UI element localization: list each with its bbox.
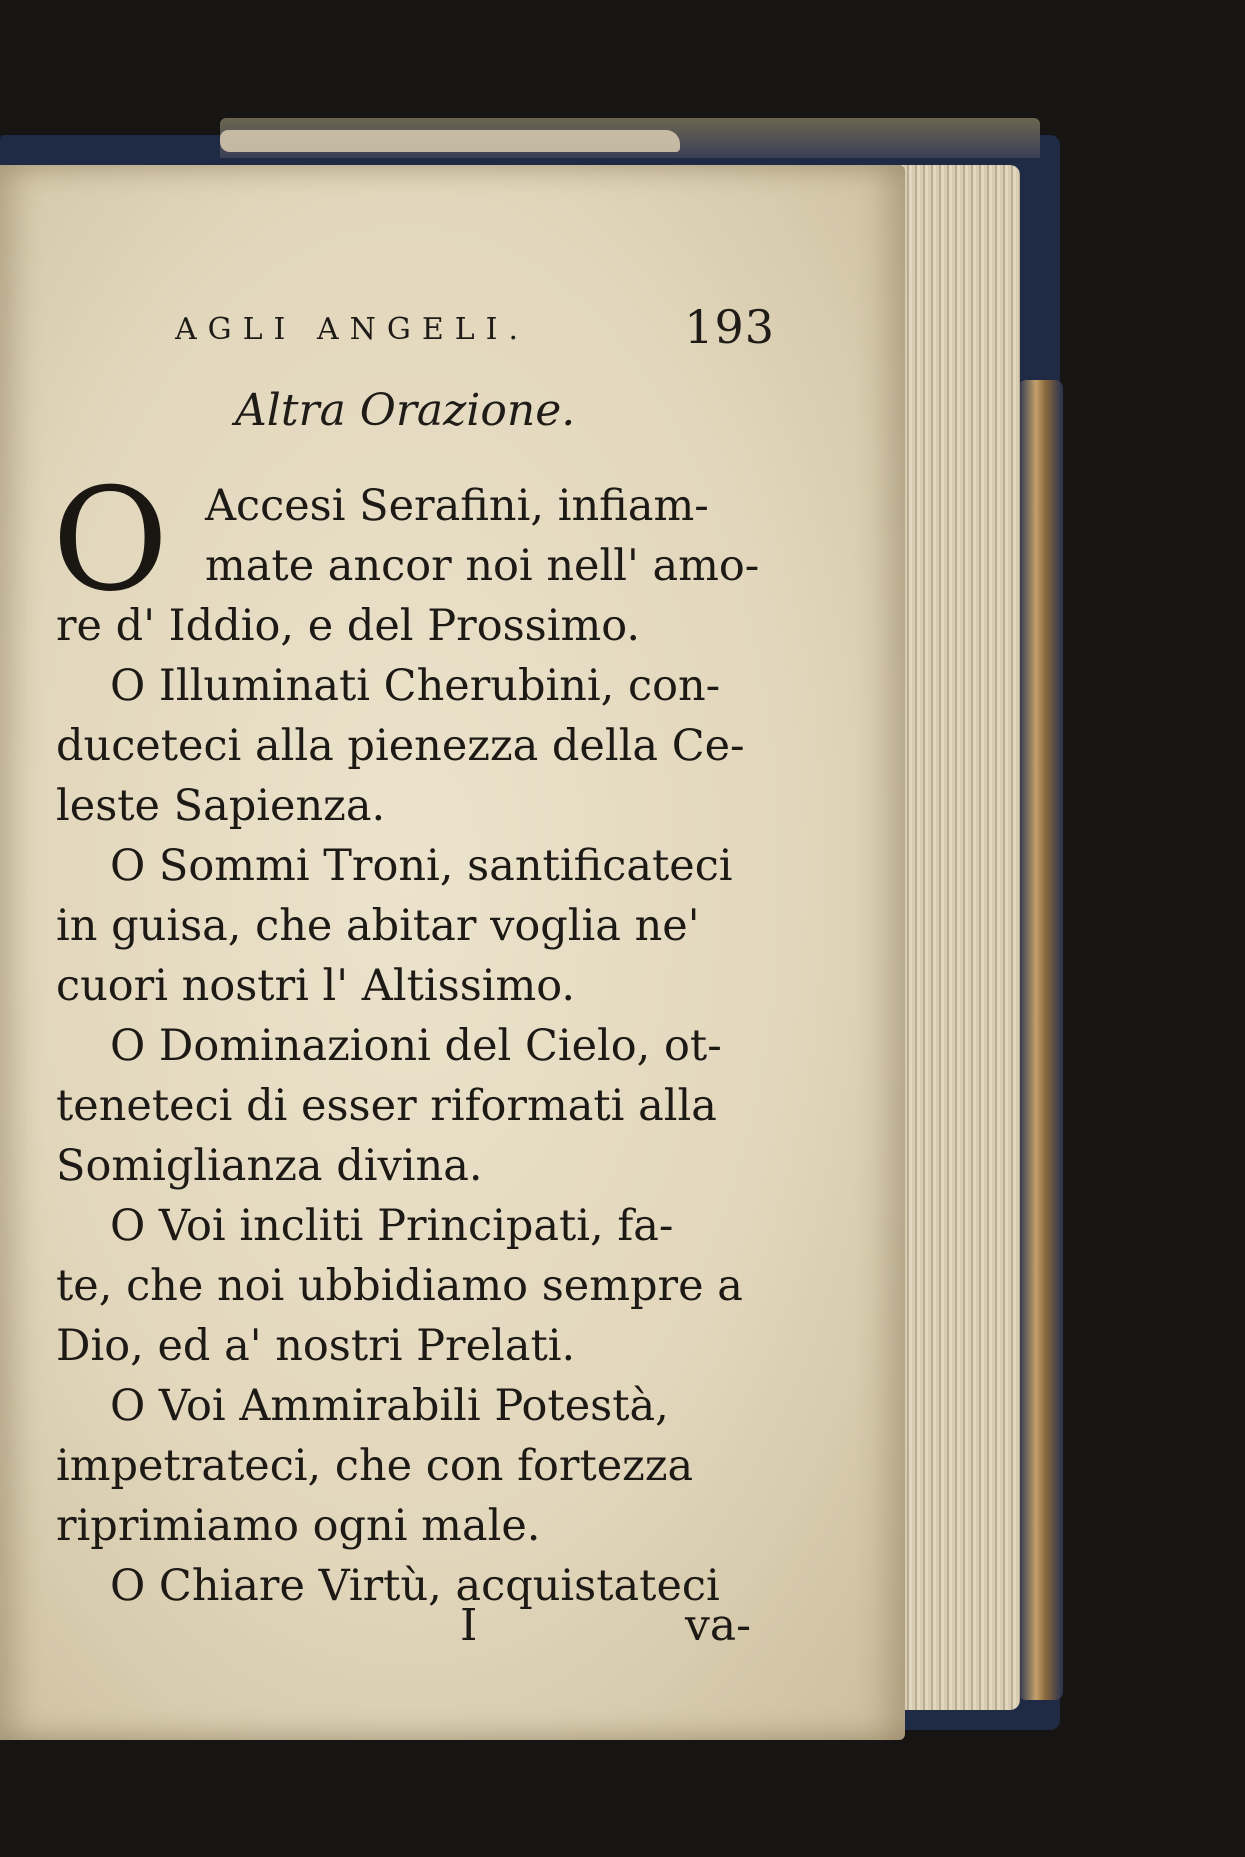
section-heading: Altra Orazione. [235,385,576,436]
book-spine-edge [1018,380,1063,1700]
text-line: impetrateci, che con fortezza [56,1441,694,1491]
running-head [175,300,775,360]
page-number: 193 [684,300,775,354]
text-line: Accesi Serafini, infiam- [205,481,709,531]
text-line: in guisa, che abitar voglia ne' [56,901,700,951]
text-line: O Voi Ammirabili Potestà, [110,1381,669,1431]
catchword: va- [685,1600,751,1651]
text-line: riprimiamo ogni male. [56,1501,541,1551]
drop-cap: O [52,458,169,623]
text-line: O Illuminati Cherubini, con- [110,661,721,711]
running-head-title: AGLI ANGELI. [175,312,530,347]
text-line: O Voi incliti Principati, fa- [110,1201,674,1251]
text-line: O Chiare Virtù, acquistateci [110,1561,720,1611]
text-line: teneteci di esser riformati alla [56,1081,717,1131]
signature-mark: I [460,1600,478,1651]
text-line: re d' Iddio, e del Prossimo. [56,601,641,651]
text-line: cuori nostri l' Altissimo. [56,961,576,1011]
text-line: mate ancor noi nell' amo- [205,541,760,591]
text-line: Somiglianza divina. [56,1141,483,1191]
text-line: te, che noi ubbidiamo sempre a [56,1261,743,1311]
text-line: leste Sapienza. [56,781,386,831]
text-line: O Dominazioni del Cielo, ot- [110,1021,722,1071]
text-line: Dio, ed a' nostri Prelati. [56,1321,576,1371]
text-line: duceteci alla pienezza della Ce- [56,721,745,771]
torn-paper-strip [220,130,680,152]
text-line: O Sommi Troni, santificateci [110,841,733,891]
